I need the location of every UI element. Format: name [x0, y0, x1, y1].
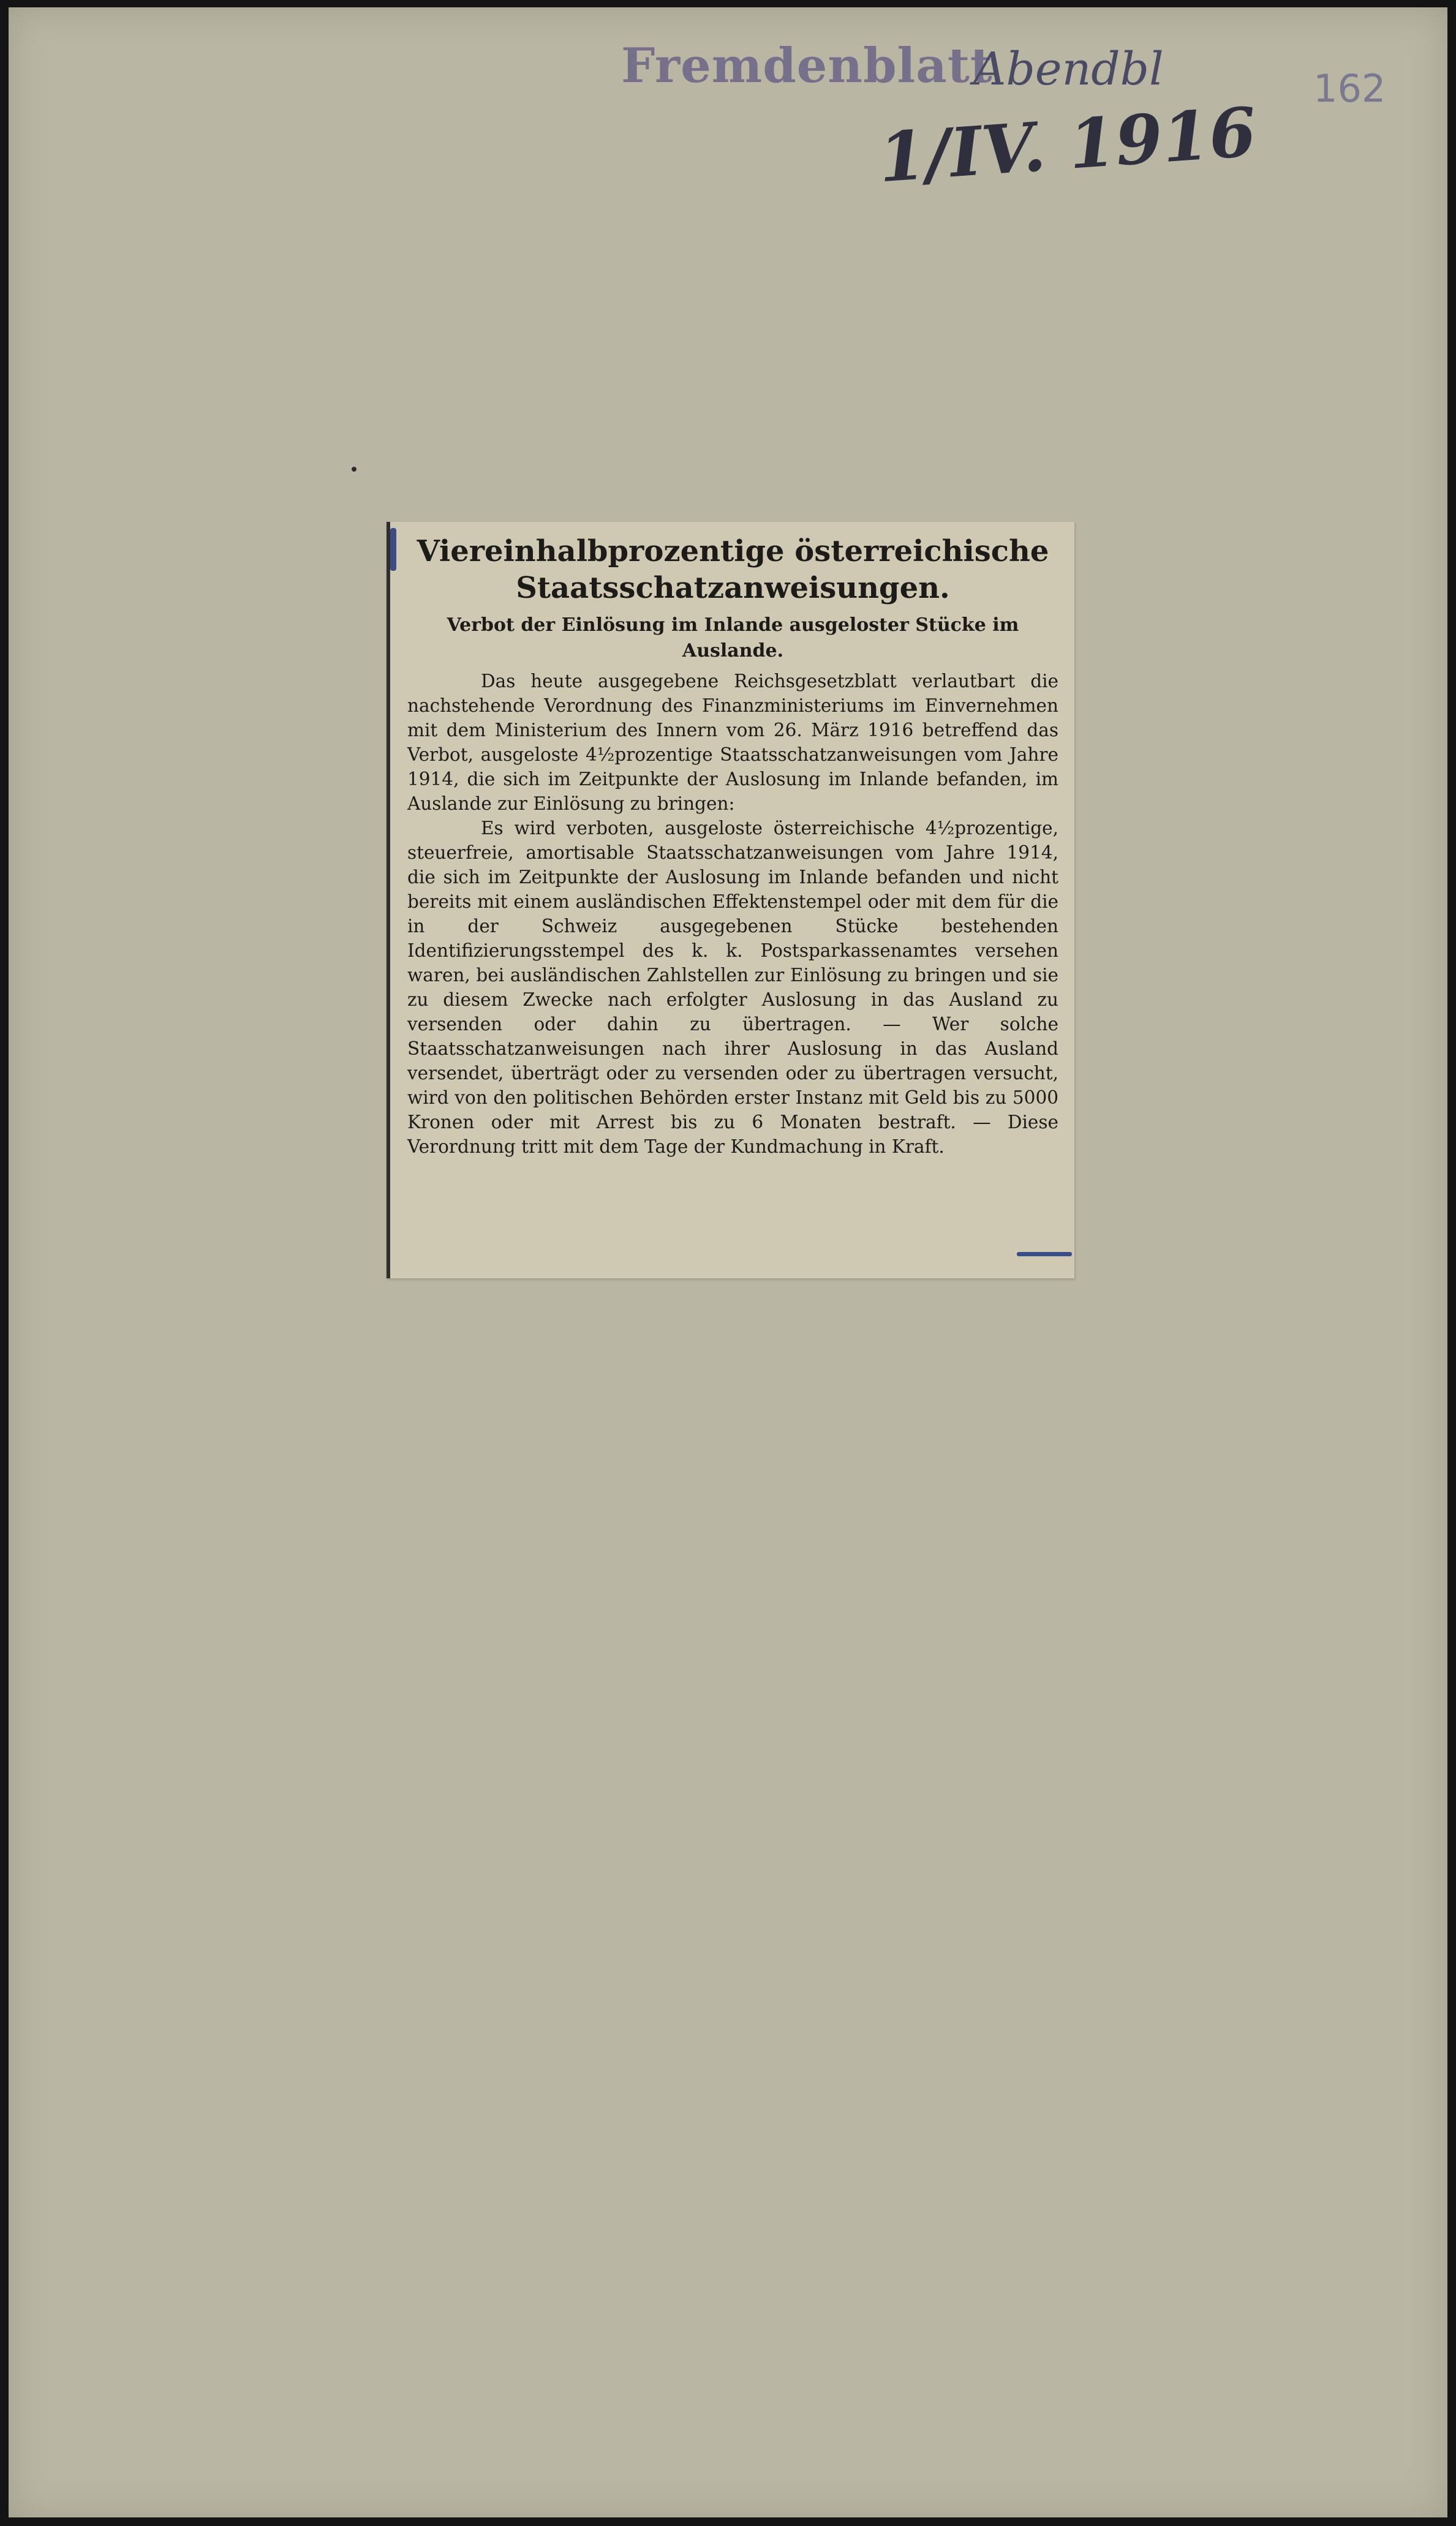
handwritten-edition-note: Abendbl: [973, 43, 1164, 96]
clipping-left-rule: [387, 522, 390, 1278]
blue-pencil-mark-right: [1017, 1252, 1072, 1256]
folio-number: 162: [1313, 66, 1386, 111]
newspaper-clipping: [387, 522, 1074, 1278]
newspaper-name-stamp: Fremdenblatt: [621, 38, 993, 94]
article-headline: Viereinhalbprozentige österreichische Staatsschatzanweisungen.: [417, 534, 1049, 605]
article-paragraph-2: Es wird verboten, ausgeloste österreichische 4½prozentige, steuerfreie, amortisable Staatsschatzanweisungen vom Jahre 1914, die sich im Zeitpunkte der Auslosung im Inlande befanden und nicht bereits mit einem ausländischen Effektenstempel oder mit dem für die in der Schweiz ausgegebenen Stücke bestehenden Identifizierungsstempel des k. k. Postsparkassenamtes versehen waren, bei ausländischen Zahlstellen zur Einlösung zu bringen und sie zu diesem Zwecke nach erfolgter Auslosung in das Ausland zu versenden oder dahin zu übertragen. — Wer solche Staatsschatzanweisungen nach ihrer Auslosung in das Ausland versendet, überträgt oder zu versenden oder zu übertragen versucht, wird von den politischen Behörden erster Instanz mit Geld bis zu 5000 Kronen oder mit Arrest bis zu 6 Monaten bestraft. — Diese Verordnung tritt mit dem Tage der Kundmachung in Kraft.: [407, 818, 1058, 1157]
blue-pencil-mark-left: [390, 528, 396, 571]
article-paragraph-1: Das heute ausgegebene Reichsgesetzblatt verlautbart die nachstehende Verordnung des Finanzministeriums im Einvernehmen mit dem Ministerium des Innern vom 26. März 1916 betreffend das Verbot, ausgeloste 4½prozentige Staatsschatzanweisungen vom Jahre 1914, die sich im Zeitpunkte der Auslosung im Inlande befanden, im Auslande zur Einlösung zu bringen:: [407, 671, 1058, 814]
archive-sheet: [9, 7, 1447, 2517]
paper-speck: [352, 467, 356, 472]
handwritten-date: 1/IV. 1916: [876, 92, 1259, 198]
article-subheadline: Verbot der Einlösung im Inlande ausgeloster Stücke im Auslande.: [447, 614, 1019, 662]
